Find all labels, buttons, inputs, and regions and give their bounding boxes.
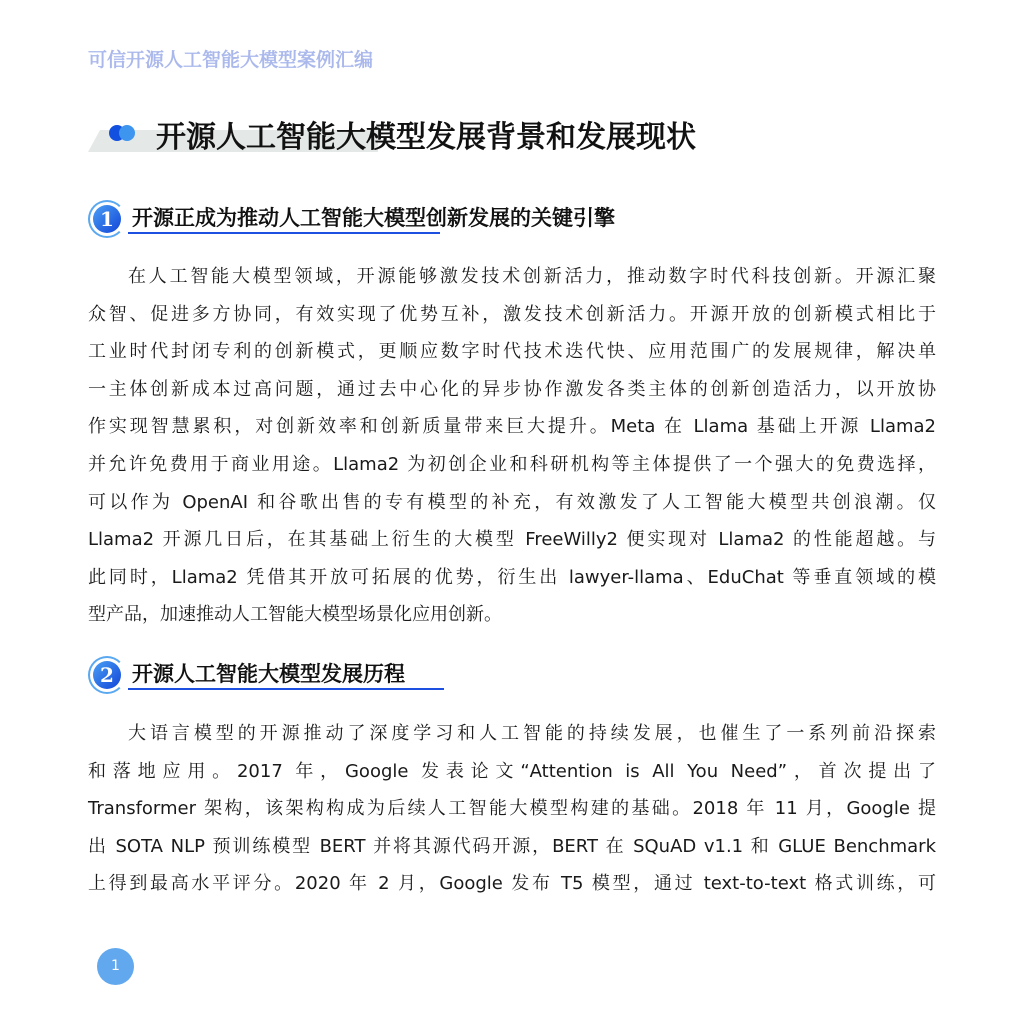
text-line: 在人工智能大模型领域，开源能够激发技术创新活力，推动数字时代科技创新。开源汇聚: [128, 266, 936, 287]
section-number-badge: [88, 656, 126, 694]
section-2-paragraph: [88, 715, 936, 903]
text-line: 并允许免费用于商业用途。Llama2 为初创企业和科研机构等主体提供了一个强大的免费选择，: [88, 453, 936, 475]
section-underline: [128, 688, 444, 690]
text-line: 此同时，Llama2 凭借其开放可拓展的优势，衍生出 lawyer-llama、EduChat 等垂直领域的模: [88, 566, 936, 588]
text-line: 出 SOTA NLP 预训练模型 BERT 并将其源代码开源，BERT 在 SQuAD v1.1 和 GLUE Benchmark: [88, 835, 936, 857]
text-line: 一主体创新成本过高问题，通过去中心化的异步协作激发各类主体的创新创造活力，以开放协: [88, 378, 936, 400]
section-title: 开源人工智能大模型发展历程: [132, 662, 405, 686]
section-number: 1: [93, 205, 121, 233]
page-number: 1: [97, 948, 134, 985]
section-underline: [128, 232, 440, 234]
text-line: 可以作为 OpenAI 和谷歌出售的专有模型的补充，有效激发了人工智能大模型共创浪潮。仅: [88, 491, 936, 513]
section-number-badge: [88, 200, 126, 238]
running-header: 可信开源人工智能大模型案例汇编: [88, 49, 374, 71]
section-number: 2: [93, 661, 121, 689]
chapter-title: 开源人工智能大模型发展背景和发展现状: [156, 120, 696, 155]
text-line: 型产品，加速推动人工智能大模型场景化应用创新。: [88, 604, 502, 626]
text-line: 和落地应用。2017 年，Google 发表论文“Attention is All You Need”，首次提出了: [88, 760, 936, 782]
text-line: 众智、促进多方协同，有效实现了优势互补，激发技术创新活力。开源开放的创新模式相比于: [88, 303, 936, 325]
text-line: 大语言模型的开源推动了深度学习和人工智能的持续发展，也催生了一系列前沿探索: [128, 723, 936, 744]
dot-icon: [119, 125, 135, 141]
text-line: 上得到最高水平评分。2020 年 2 月，Google 发布 T5 模型，通过 text-to-text 格式训练，可: [88, 873, 936, 895]
chapter-heading: [88, 108, 788, 158]
text-line: Transformer 架构，该架构构成为后续人工智能大模型构建的基础。2018 年 11 月，Google 提: [88, 798, 936, 820]
section-1-paragraph: [88, 258, 936, 634]
section-title: 开源正成为推动人工智能大模型创新发展的关键引擎: [132, 206, 615, 230]
text-line: Llama2 开源几日后，在其基础上衍生的大模型 FreeWilly2 便实现对 Llama2 的性能超越。与: [88, 529, 936, 551]
text-line: 工业时代封闭专利的创新模式，更顺应数字时代技术迭代快、应用范围广的发展规律，解决单: [88, 341, 936, 363]
text-line: 作实现智慧累积，对创新效率和创新质量带来巨大提升。Meta 在 Llama 基础上开源 Llama2: [88, 416, 936, 438]
